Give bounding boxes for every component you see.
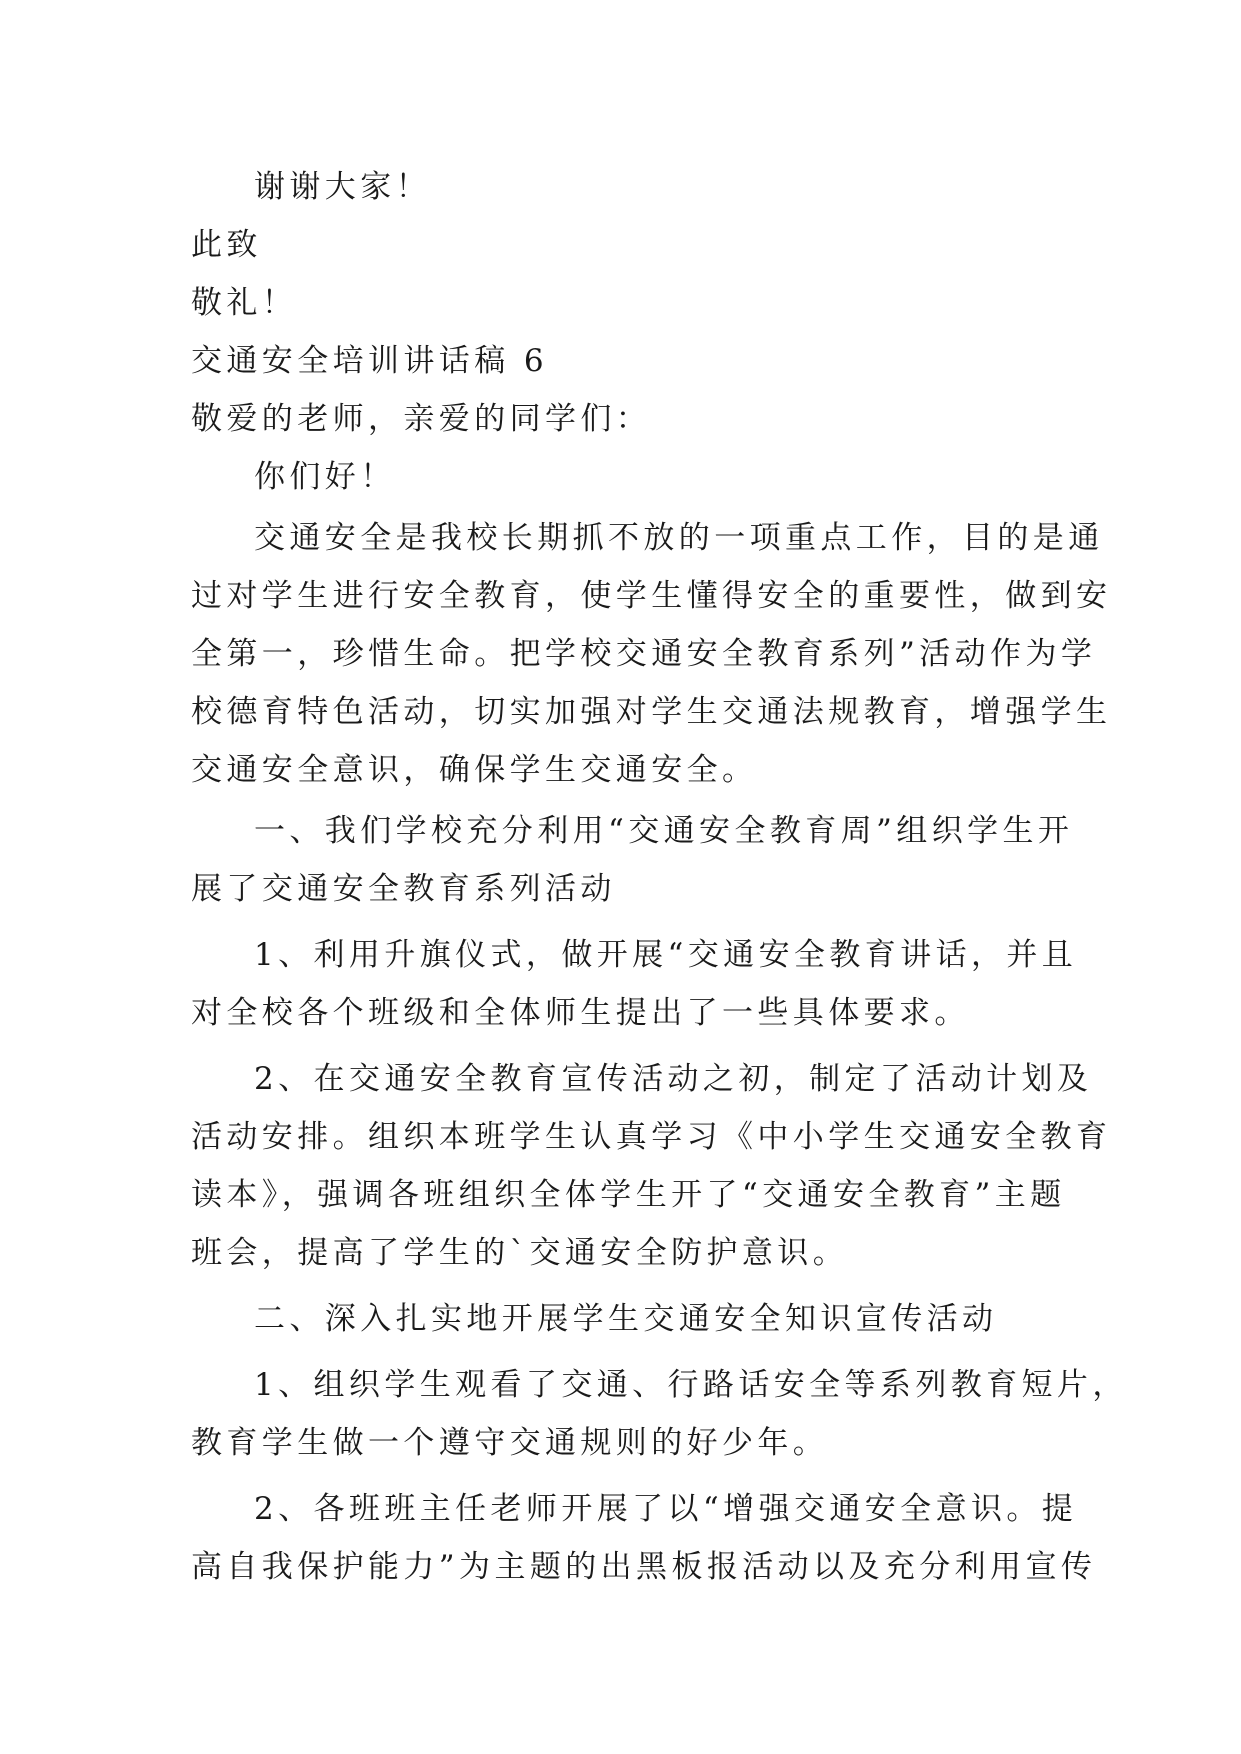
paragraph-item-1-2 bbox=[191, 1050, 1112, 1282]
text-line: 全第一，珍惜生命。把学校交通安全教育系列”活动作为学 bbox=[191, 636, 1097, 672]
text-line: 谢谢大家！ bbox=[254, 169, 431, 205]
text-line: 一、我们学校充分利用“交通安全教育周”组织学生开 bbox=[254, 813, 1074, 849]
text-line: 1、利用升旗仪式，做开展“交通安全教育讲话，并且 bbox=[254, 937, 1078, 973]
text-line: 敬礼！ bbox=[191, 285, 298, 321]
text-line: 2、各班班主任老师开展了以“增强交通安全意识。提 bbox=[254, 1491, 1078, 1527]
paragraph-greeting-audience bbox=[191, 390, 1061, 448]
paragraph-intro bbox=[191, 509, 1112, 799]
text-line: 教育学生做一个遵守交通规则的好少年。 bbox=[191, 1425, 829, 1461]
text-line: 敬爱的老师，亲爱的同学们： bbox=[191, 401, 652, 437]
paragraph-salute bbox=[191, 274, 1061, 332]
paragraph-thanks bbox=[191, 158, 1061, 216]
paragraph-section-two bbox=[191, 1290, 1061, 1348]
text-line: 交通安全是我校长期抓不放的一项重点工作，目的是通 bbox=[254, 520, 1104, 556]
paragraph-hello bbox=[191, 448, 1061, 506]
text-line: 交通安全培训讲话稿 6 bbox=[191, 343, 548, 379]
section-title bbox=[191, 332, 1061, 390]
text-line: 2、在交通安全教育宣传活动之初，制定了活动计划及 bbox=[254, 1061, 1093, 1097]
document-body bbox=[191, 158, 1128, 1596]
text-line: 交通安全意识，确保学生交通安全。 bbox=[191, 752, 758, 788]
paragraph-item-2-2 bbox=[191, 1480, 1097, 1596]
paragraph-section-one bbox=[191, 802, 1074, 918]
text-line: 你们好！ bbox=[254, 459, 396, 495]
text-line: 活动安排。组织本班学生认真学习《中小学生交通安全教育 bbox=[191, 1119, 1112, 1155]
paragraph-item-1-1 bbox=[191, 926, 1078, 1042]
text-line: 1、组织学生观看了交通、行路话安全等系列教育短片， bbox=[254, 1367, 1128, 1403]
text-line: 校德育特色活动，切实加强对学生交通法规教育，增强学生 bbox=[191, 694, 1112, 730]
text-line: 高自我保护能力”为主题的出黑板报活动以及充分利用宣传 bbox=[191, 1549, 1097, 1585]
paragraph-item-2-1 bbox=[191, 1356, 1128, 1472]
text-line: 读本》，强调各班组织全体学生开了“交通安全教育”主题 bbox=[191, 1177, 1066, 1213]
text-line: 展了交通安全教育系列活动 bbox=[191, 871, 616, 907]
text-line: 此致 bbox=[191, 227, 262, 263]
paragraph-closing bbox=[191, 216, 1061, 274]
text-line: 班会，提高了学生的`交通安全防护意识。 bbox=[191, 1235, 849, 1271]
text-line: 过对学生进行安全教育，使学生懂得安全的重要性，做到安 bbox=[191, 578, 1112, 614]
text-line: 对全校各个班级和全体师生提出了一些具体要求。 bbox=[191, 995, 970, 1031]
text-line: 二、深入扎实地开展学生交通安全知识宣传活动 bbox=[254, 1301, 998, 1337]
